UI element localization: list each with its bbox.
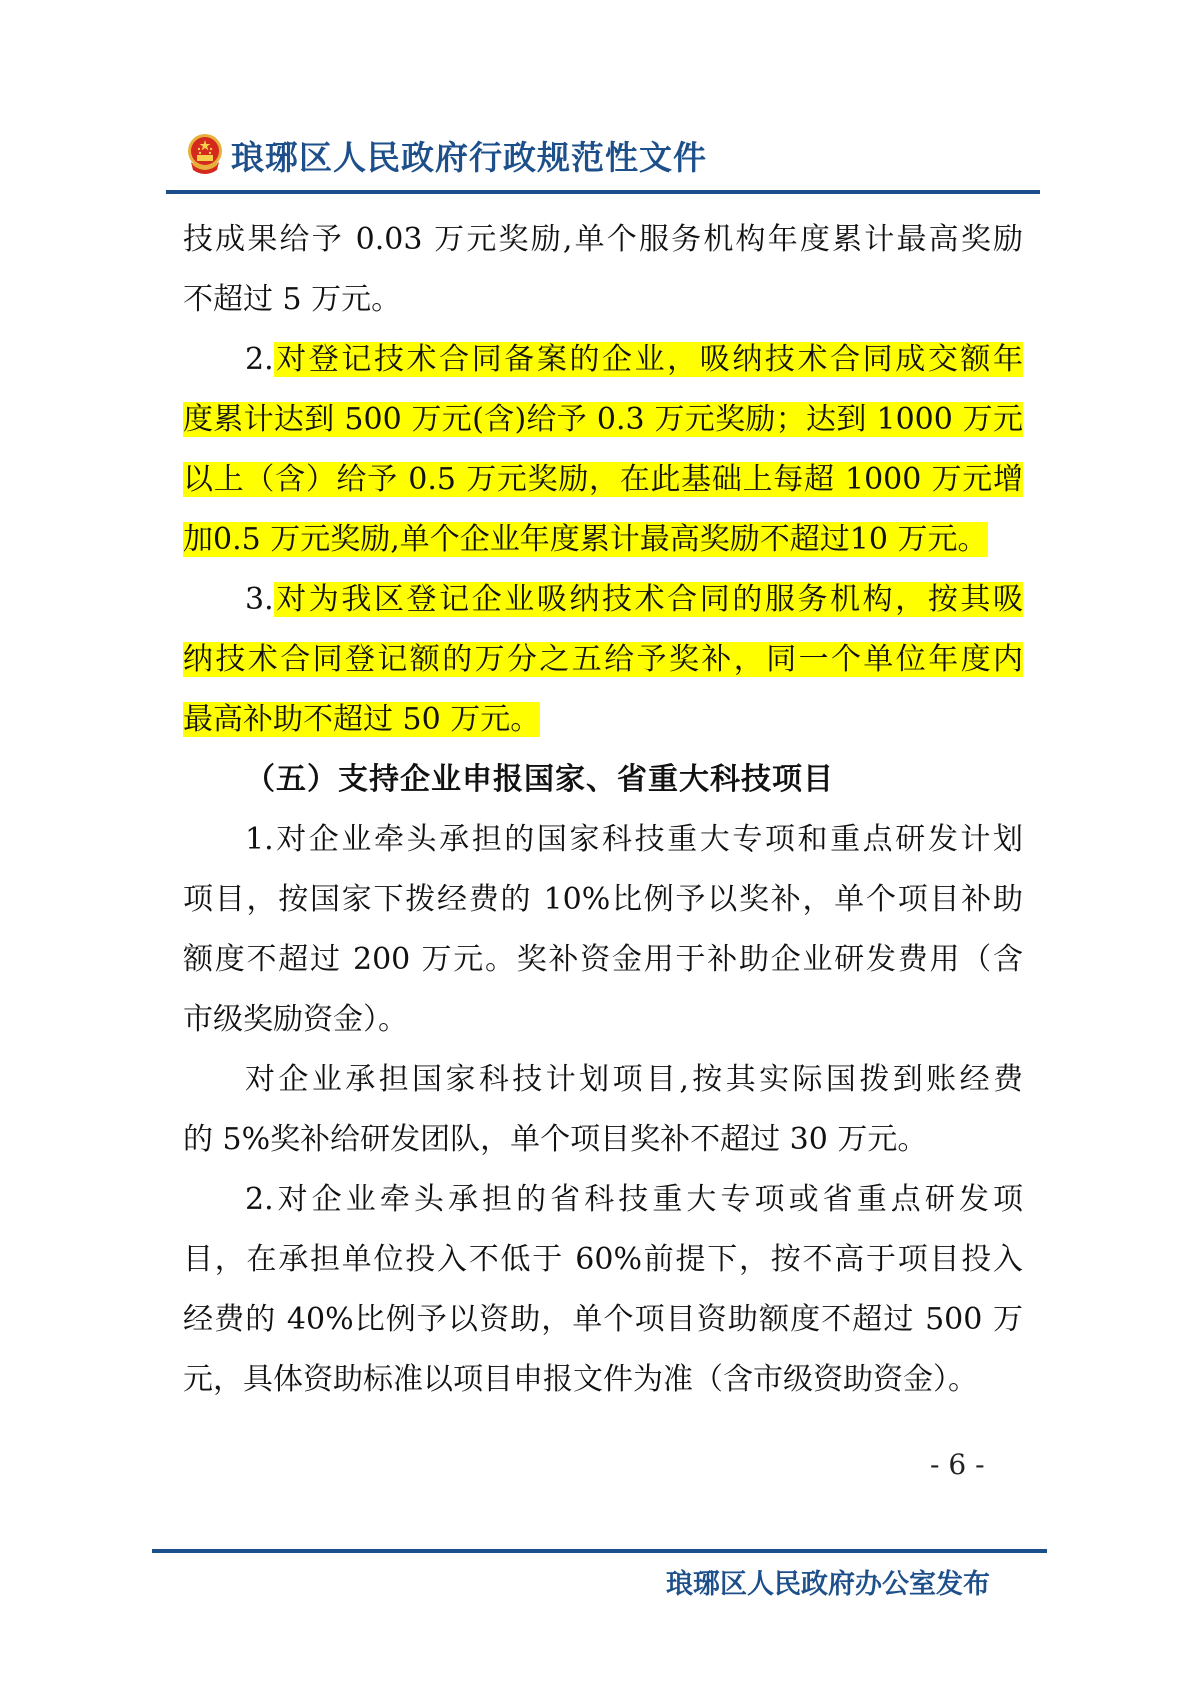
document-header bbox=[185, 128, 707, 182]
header-divider bbox=[166, 190, 1040, 194]
highlighted-clause-2-line-2: 度累计达到 500 万元(含)给予 0.3 万元奖励；达到 1000 万元 bbox=[183, 402, 1023, 437]
body-line-12: 项目，按国家下拨经费的 10%比例予以奖补，单个项目补助 bbox=[183, 882, 1023, 917]
body-line-13: 额度不超过 200 万元。奖补资金用于补助企业研发费用（含 bbox=[183, 942, 1023, 977]
body-line-1: 技成果给予 0.03 万元奖励,单个服务机构年度累计最高奖励 bbox=[183, 222, 1023, 257]
document-body bbox=[183, 210, 1023, 1410]
section-heading: （五）支持企业申报国家、省重大科技项目 bbox=[245, 762, 834, 797]
body-line-14: 市级奖励资金）。 bbox=[183, 1002, 408, 1037]
body-line-2: 不超过 5 万元。 bbox=[183, 282, 402, 317]
national-emblem-icon bbox=[185, 132, 225, 178]
highlighted-clause-3-line-3: 最高补助不超过 50 万元。 bbox=[183, 702, 541, 737]
body-line-16: 的 5%奖补给研发团队，单个项目奖补不超过 30 万元。 bbox=[183, 1122, 928, 1157]
body-line-18: 目，在承担单位投入不低于 60%前提下，按不高于项目投入 bbox=[183, 1242, 1023, 1277]
footer-publisher: 琅琊区人民政府办公室发布 bbox=[666, 1569, 990, 1600]
body-line-11: 1.对企业牵头承担的国家科技重大专项和重点研发计划 bbox=[245, 822, 1023, 857]
highlighted-clause-2-line-1: 2.对登记技术合同备案的企业，吸纳技术合同成交额年 bbox=[245, 342, 1023, 377]
body-line-15: 对企业承担国家科技计划项目,按其实际国拨到账经费 bbox=[245, 1062, 1023, 1097]
body-line-19: 经费的 40%比例予以资助，单个项目资助额度不超过 500 万 bbox=[183, 1302, 1023, 1337]
highlighted-clause-3-line-2: 纳技术合同登记额的万分之五给予奖补，同一个单位年度内 bbox=[183, 642, 1023, 677]
highlighted-clause-3-line-1: 3.对为我区登记企业吸纳技术合同的服务机构，按其吸 bbox=[245, 582, 1023, 617]
footer-divider bbox=[152, 1549, 1047, 1553]
page-number: - 6 - bbox=[930, 1448, 985, 1481]
highlighted-clause-2-line-4: 加0.5 万元奖励,单个企业年度累计最高奖励不超过10 万元。 bbox=[183, 522, 988, 557]
highlighted-clause-2-line-3: 以上（含）给予 0.5 万元奖励，在此基础上每超 1000 万元增 bbox=[183, 462, 1023, 497]
document-series-title: 琅琊区人民政府行政规范性文件 bbox=[231, 137, 707, 177]
body-line-17: 2.对企业牵头承担的省科技重大专项或省重点研发项 bbox=[245, 1182, 1023, 1217]
body-line-20: 元，具体资助标准以项目申报文件为准（含市级资助资金）。 bbox=[183, 1362, 978, 1397]
